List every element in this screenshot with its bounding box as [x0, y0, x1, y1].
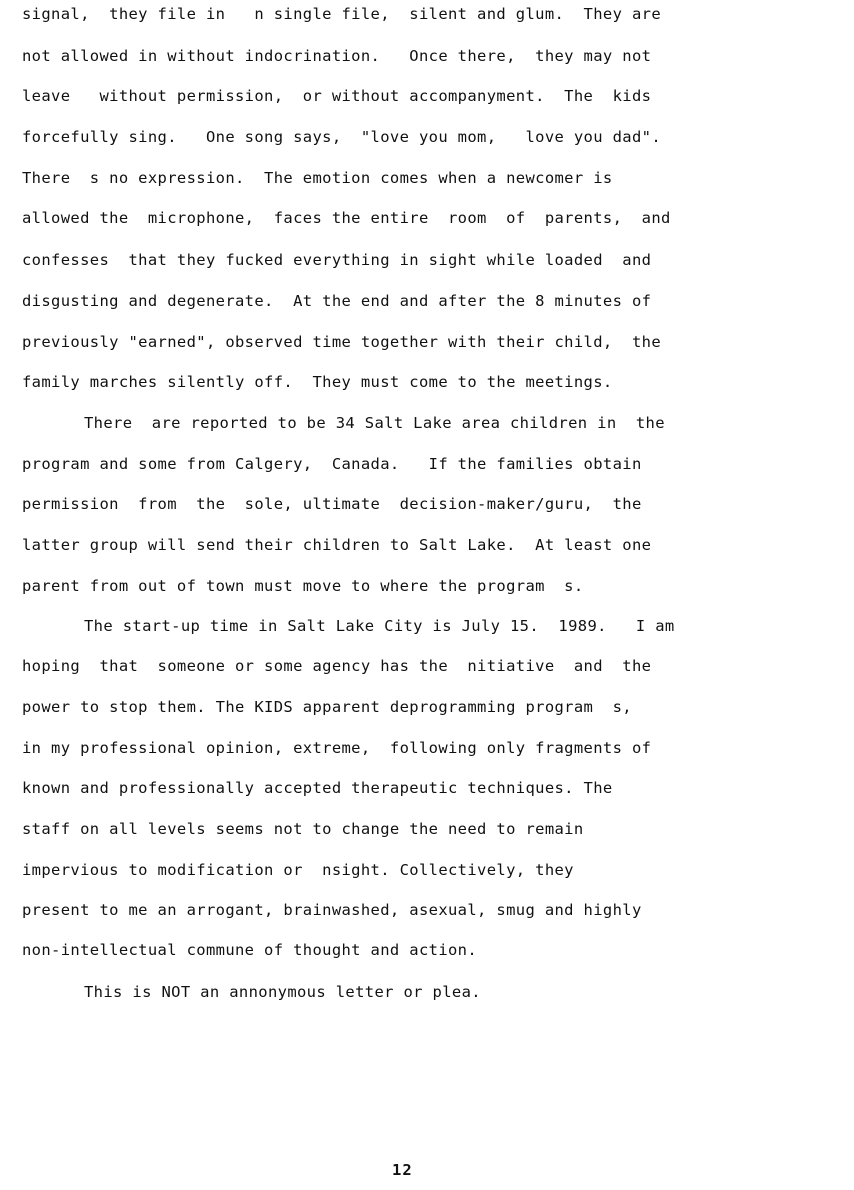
- text-line: signal, they file in n single file, silent and glum. They are: [22, 5, 661, 23]
- text-line: present to me an arrogant, brainwashed, asexual, smug and highly: [22, 901, 642, 919]
- text-line: non-intellectual commune of thought and action.: [22, 941, 478, 959]
- text-line: in my professional opinion, extreme, following only fragments of: [22, 739, 652, 757]
- text-line: confesses that they fucked everything in sight while loaded and: [22, 251, 652, 269]
- text-line: latter group will send their children to Salt Lake. At least one: [22, 536, 652, 554]
- paragraph-first-line: This is NOT an annonymous letter or plea.: [84, 983, 481, 1001]
- text-line: previously "earned", observed time together with their child, the: [22, 333, 661, 351]
- text-line: allowed the microphone, faces the entire room of parents, and: [22, 209, 671, 227]
- text-line: disgusting and degenerate. At the end and after the 8 minutes of: [22, 292, 652, 310]
- text-line: staff on all levels seems not to change the need to remain: [22, 820, 584, 838]
- text-line: program and some from Calgery, Canada. If the families obtain: [22, 455, 642, 473]
- text-line: family marches silently off. They must come to the meetings.: [22, 373, 613, 391]
- text-line: known and professionally accepted therapeutic techniques. The: [22, 779, 613, 797]
- text-line: hoping that someone or some agency has the nitiative and the: [22, 657, 652, 675]
- paragraph-first-line: The start-up time in Salt Lake City is July 15. 1989. I am: [84, 617, 675, 635]
- text-line: not allowed in without indocrination. Once there, they may not: [22, 47, 652, 65]
- text-line: permission from the sole, ultimate decision-maker/guru, the: [22, 495, 642, 513]
- text-line: There s no expression. The emotion comes when a newcomer is: [22, 169, 613, 187]
- text-line: impervious to modification or nsight. Collectively, they: [22, 861, 574, 879]
- paragraph-first-line: There are reported to be 34 Salt Lake area children in the: [84, 414, 665, 432]
- text-line: forcefully sing. One song says, "love you mom, love you dad".: [22, 128, 661, 146]
- text-line: leave without permission, or without accompanyment. The kids: [22, 87, 652, 105]
- text-line: parent from out of town must move to where the program s.: [22, 577, 584, 595]
- text-line: power to stop them. The KIDS apparent deprogramming program s,: [22, 698, 632, 716]
- page-number: 12: [392, 1161, 413, 1179]
